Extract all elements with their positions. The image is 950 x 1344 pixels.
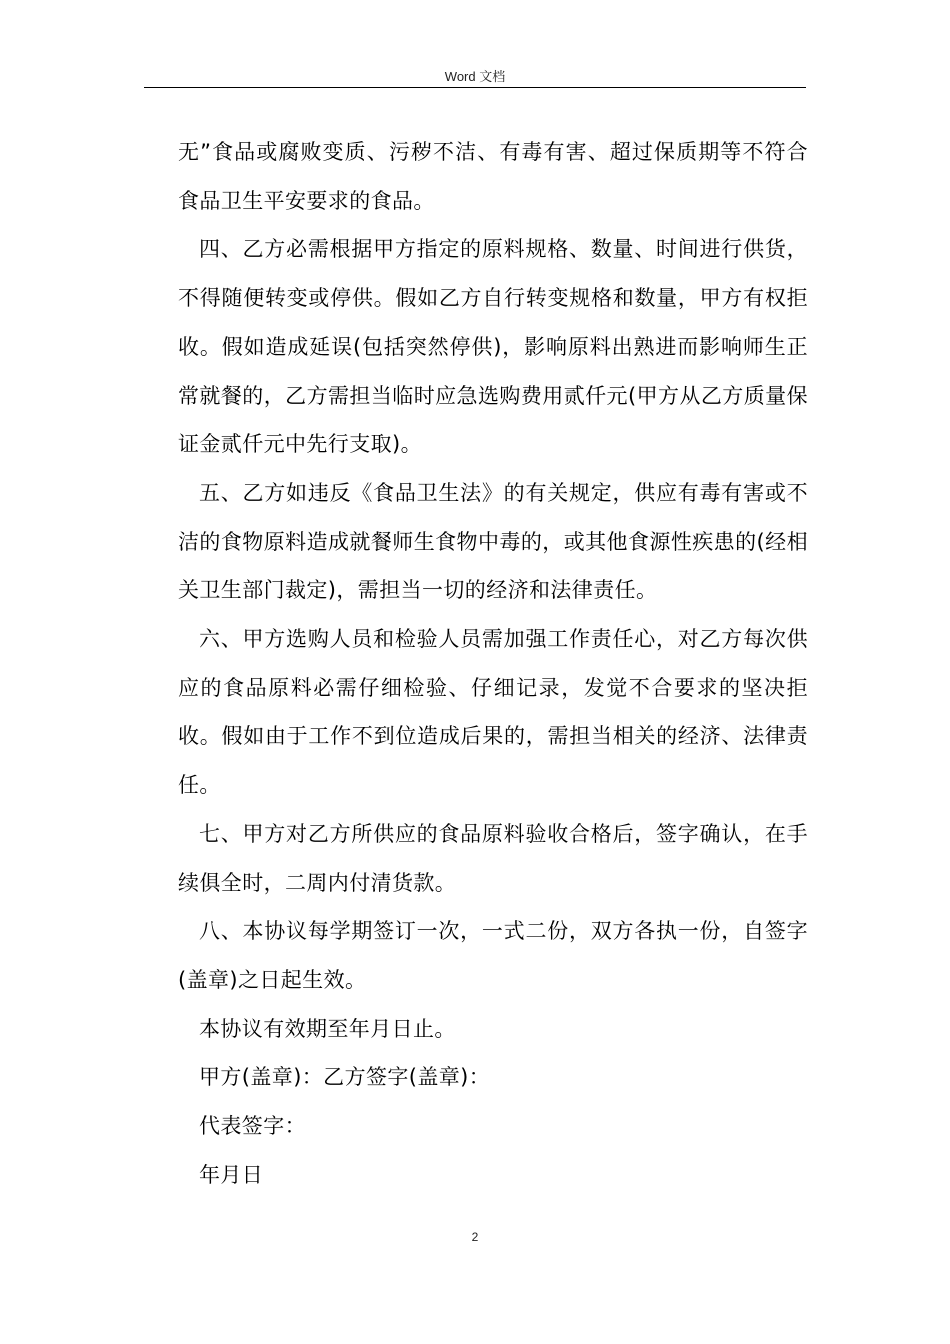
- paragraph-1: 无”食品或腐败变质、污秽不洁、有毒有害、超过保质期等不符合食品卫生平安要求的食品。: [178, 140, 808, 213]
- paragraph-6: 八、本协议每学期签订一次，一式二份，双方各执一份，自签字(盖章)之日起生效。: [178, 919, 808, 992]
- validity-line: 本协议有效期至年月日止。: [199, 1016, 456, 1041]
- paragraph-2: 四、乙方必需根据甲方指定的原料规格、数量、时间进行供货，不得随便转变或停供。假如乙方自行转变规格和数量，甲方有权拒收。假如造成延误(包括突然停供)，影响原料出熟进而影响师生正常就餐的，乙方需担当临时应急选购费用贰仟元(甲方从乙方质量保证金贰仟元中先行支取)。: [178, 237, 808, 457]
- signature-parties-line: 甲方(盖章)：乙方签字(盖章)：: [199, 1065, 491, 1090]
- paragraph-4: 六、甲方选购人员和检验人员需加强工作责任心，对乙方每次供应的食品原料必需仔细检验、仔细记录，发觉不合要求的坚决拒收。假如由于工作不到位造成后果的，需担当相关的经济、法律责任。: [178, 627, 808, 798]
- date-line: 年月日: [199, 1162, 264, 1187]
- representative-signature-line: 代表签字：: [199, 1114, 306, 1139]
- page-number: 2: [471, 1230, 479, 1244]
- paragraph-3: 五、乙方如违反《食品卫生法》的有关规定，供应有毒有害或不洁的食物原料造成就餐师生食物中毒的，或其他食源性疾患的(经相关卫生部门裁定)，需担当一切的经济和法律责任。: [178, 480, 808, 603]
- header-divider: [144, 87, 806, 88]
- paragraph-5: 七、甲方对乙方所供应的食品原料验收合格后，签字确认，在手续俱全时，二周内付清货款。: [178, 821, 808, 895]
- document-body: [178, 128, 808, 1199]
- page-header: Word 文档: [444, 69, 506, 84]
